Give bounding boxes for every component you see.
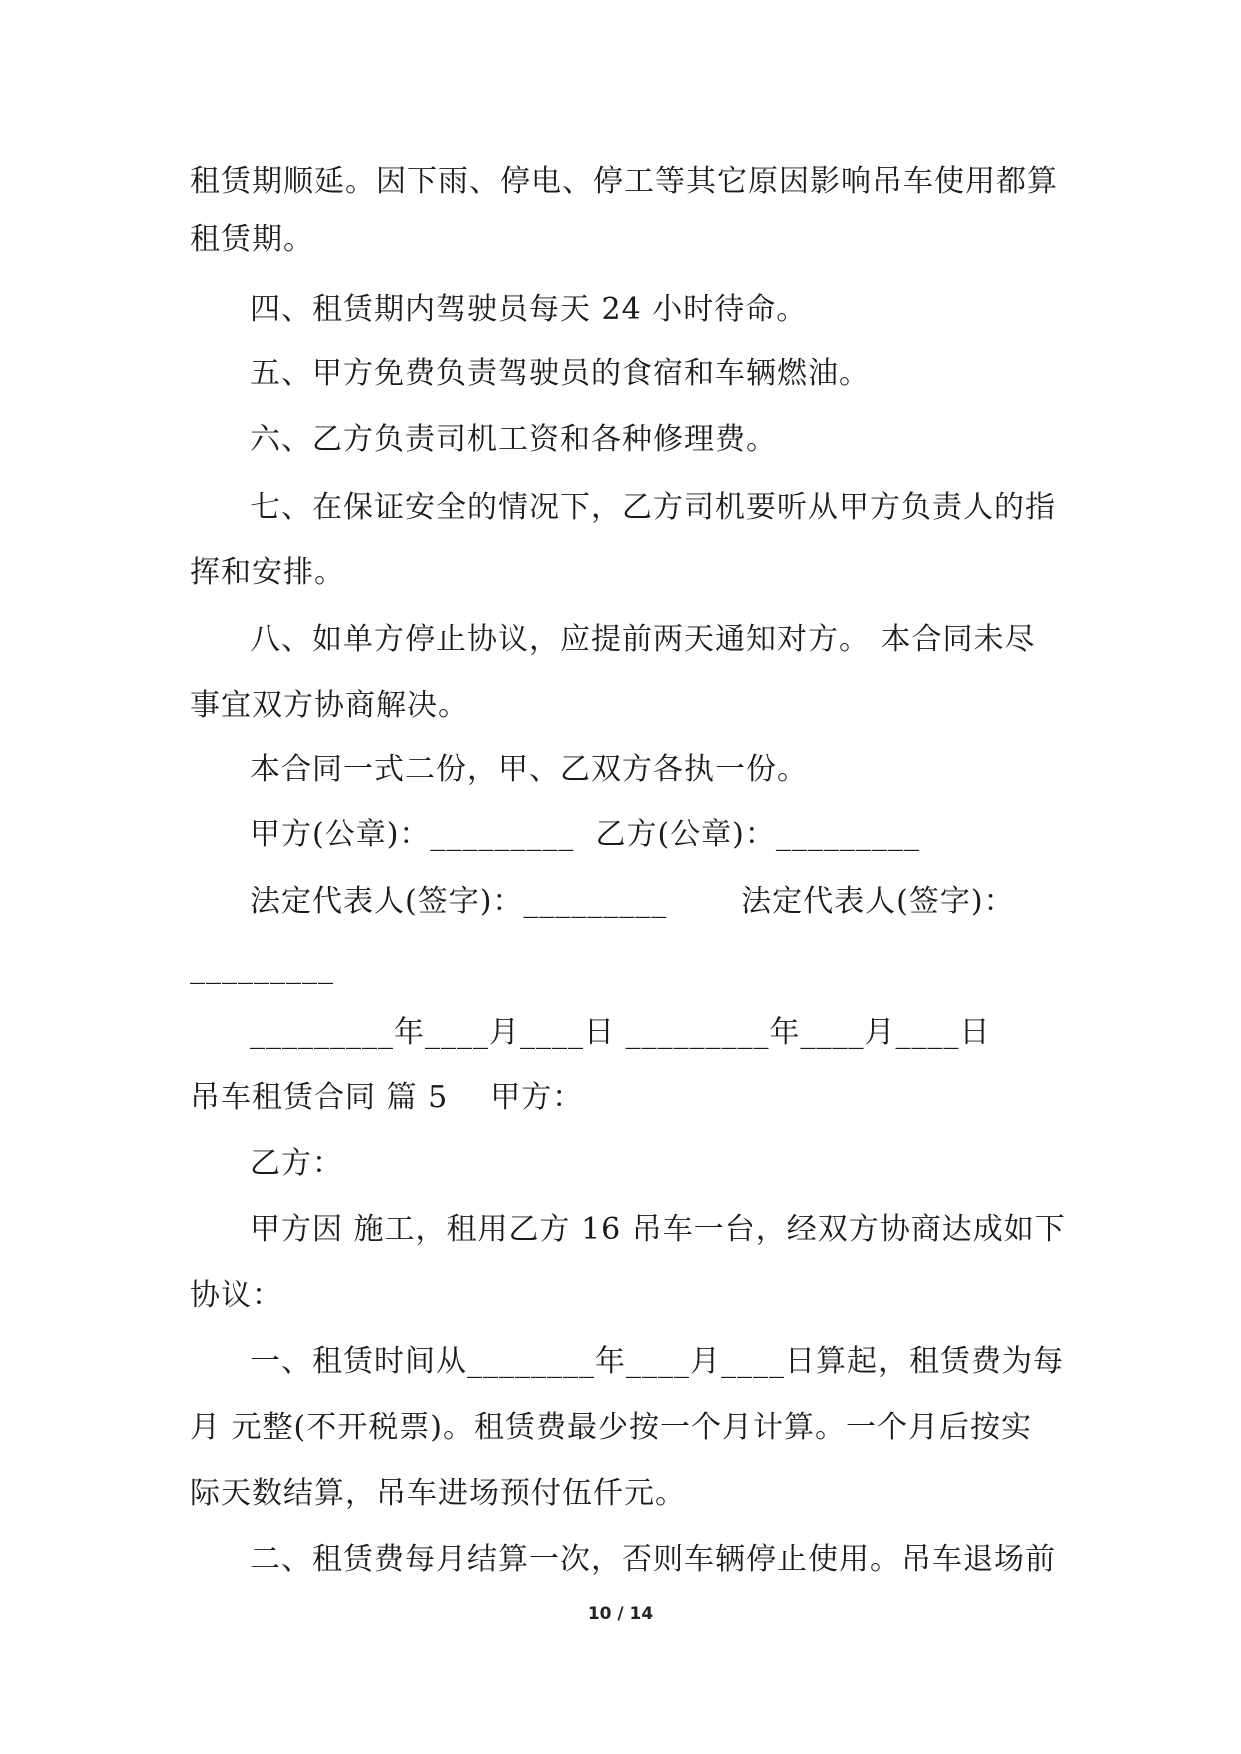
- text-line: 际天数结算，吊车进场预付伍仟元。: [190, 1476, 686, 1511]
- signature-line-representative: 法定代表人(签字)：_________ 法定代表人(签字)：: [250, 884, 1015, 919]
- signature-line-seal: 甲方(公章)：_________ 乙方(公章)：_________: [250, 817, 920, 852]
- signature-blank: _________: [190, 950, 334, 985]
- text-line: 五、甲方免费负责驾驶员的食宿和车辆燃油。: [250, 356, 870, 391]
- text-line: 月 元整(不开税票)。租赁费最少按一个月计算。一个月后按实: [190, 1410, 1032, 1445]
- text-line: 事宜双方协商解决。: [190, 688, 469, 723]
- text-line: 八、如单方停止协议，应提前两天通知对方。 本合同未尽: [250, 622, 1036, 657]
- page-number: 10 / 14: [587, 1604, 654, 1624]
- text-line: 六、乙方负责司机工资和各种修理费。: [250, 422, 777, 457]
- text-line: 四、租赁期内驾驶员每天 24 小时待命。: [250, 292, 808, 327]
- date-line: _________年____月____日 _________年____月____日: [250, 1015, 991, 1050]
- section-heading: 吊车租赁合同 篇 5 甲方：: [190, 1080, 584, 1115]
- text-line: 租赁期。: [190, 222, 314, 257]
- text-line: 租赁期顺延。因下雨、停电、停工等其它原因影响吊车使用都算: [190, 164, 1058, 199]
- text-line: 挥和安排。: [190, 555, 345, 590]
- text-line: 一、租赁时间从________年____月____日算起，租赁费为每: [250, 1344, 1064, 1379]
- text-line: 七、在保证安全的情况下，乙方司机要听从甲方负责人的指: [250, 490, 1056, 525]
- text-line: 甲方因 施工，租用乙方 16 吊车一台，经双方协商达成如下: [250, 1212, 1066, 1247]
- text-line: 本合同一式二份，甲、乙双方各执一份。: [250, 752, 808, 787]
- text-line: 协议：: [190, 1278, 283, 1313]
- text-line: 二、租赁费每月结算一次，否则车辆停止使用。吊车退场前: [250, 1542, 1056, 1577]
- text-line: 乙方：: [250, 1146, 343, 1181]
